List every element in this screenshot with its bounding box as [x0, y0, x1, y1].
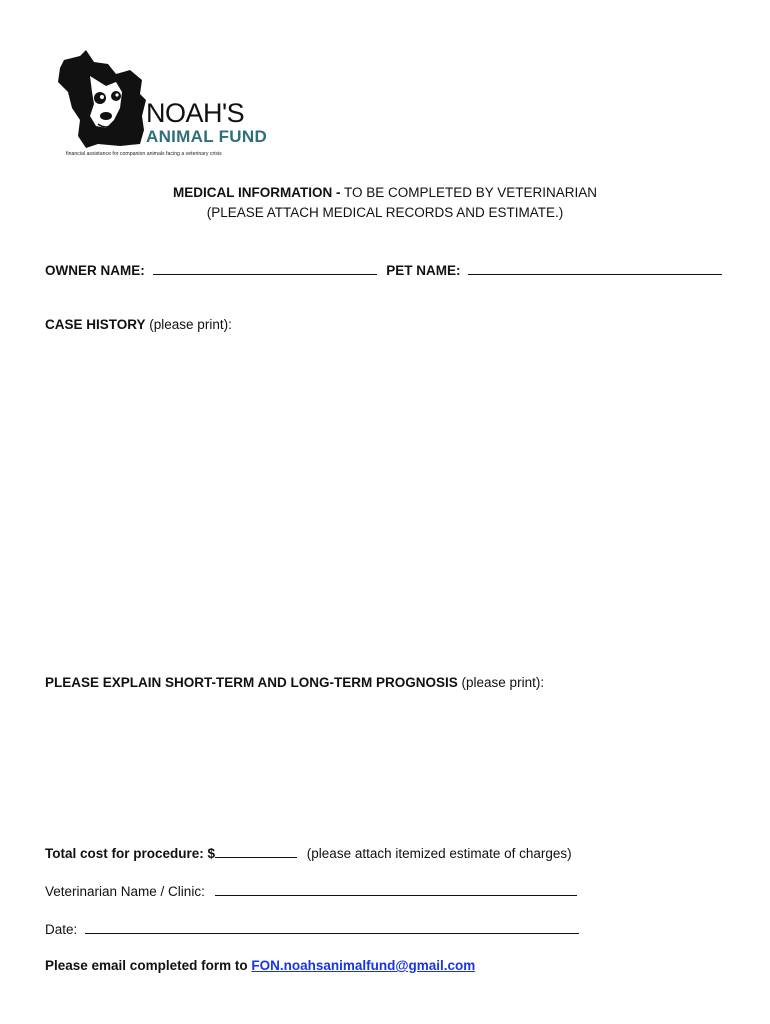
total-cost-row: [45, 845, 572, 861]
total-cost-note: (please attach itemized estimate of charges): [306, 846, 572, 861]
prognosis-heading: [45, 676, 544, 690]
total-cost-label: Total cost for procedure: $: [45, 846, 216, 861]
prognosis-note: (please print):: [457, 675, 545, 690]
form-title-rest: TO BE COMPLETED BY VETERINARIAN: [340, 185, 598, 200]
owner-name-label: OWNER NAME:: [45, 263, 145, 278]
case-history-field[interactable]: [45, 340, 725, 660]
email-link[interactable]: FON.noahsanimalfund@gmail.com: [251, 958, 476, 973]
veterinarian-row: [45, 883, 577, 899]
date-row: [45, 921, 579, 937]
case-history-label: CASE HISTORY: [45, 317, 146, 332]
veterinarian-field[interactable]: [215, 883, 577, 896]
pet-name-label: PET NAME:: [386, 263, 461, 278]
form-title-bold: MEDICAL INFORMATION -: [172, 185, 341, 200]
email-instruction: [45, 959, 475, 973]
date-label: Date:: [45, 922, 78, 937]
form-subtitle: (PLEASE ATTACH MEDICAL RECORDS AND ESTIMATE.): [206, 205, 564, 220]
form-title: [0, 186, 770, 200]
total-cost-field[interactable]: [215, 845, 297, 858]
logo-brand-name: NOAH'S: [146, 98, 245, 128]
logo-tagline: financial assistance for companion animals facing a veterinary crisis: [66, 151, 222, 157]
logo-brand-subtitle: ANIMAL FUND: [146, 127, 268, 146]
case-history-heading: [45, 318, 232, 332]
pet-name-field[interactable]: [468, 262, 722, 275]
veterinarian-label: Veterinarian Name / Clinic:: [45, 884, 205, 899]
prognosis-label: PLEASE EXPLAIN SHORT-TERM AND LONG-TERM PROGNOSIS: [45, 675, 458, 690]
prognosis-field[interactable]: [45, 698, 725, 828]
owner-name-field[interactable]: [153, 262, 377, 275]
owner-pet-row: [45, 262, 722, 278]
email-prompt: Please email completed form to: [45, 958, 252, 973]
case-history-note: (please print):: [145, 317, 232, 332]
date-field[interactable]: [85, 921, 579, 934]
